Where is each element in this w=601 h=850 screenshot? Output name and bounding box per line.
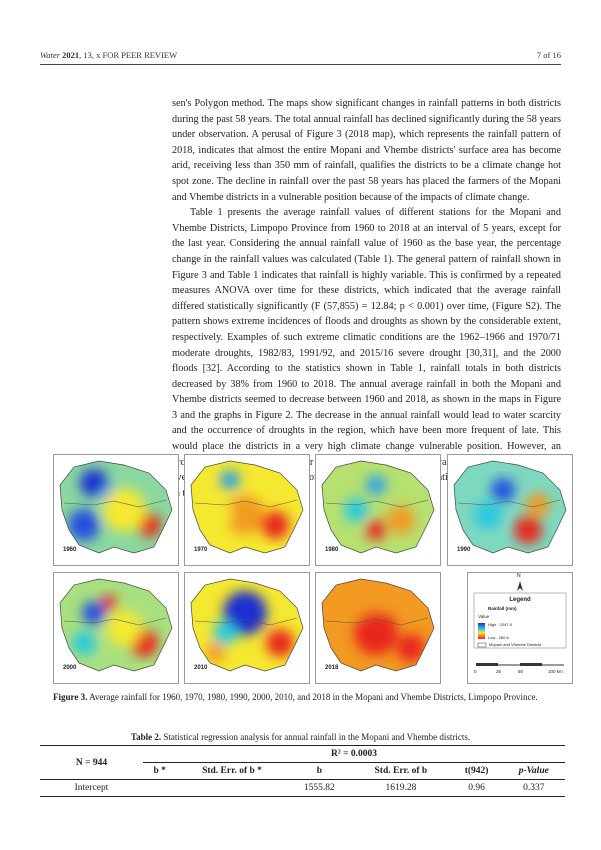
rainfall-map-2000 xyxy=(53,572,179,684)
col-b-std: b * xyxy=(143,763,176,780)
map-year-label: 1980 xyxy=(325,547,339,553)
map-year-label: 1960 xyxy=(63,547,77,553)
col-b: b xyxy=(288,763,352,780)
cell-se-b-std xyxy=(176,780,287,797)
cell-t: 0.96 xyxy=(451,780,503,797)
paragraph-1: sen's Polygon method. The maps show significant changes in rainfall patterns in both districts during the past 58 years. The total annual rainfall has declined significantly during the 58 years under observation. A perusal of Figure 3 (2018 map), which represents the rainfall pattern of 2018, indicates that almost the entire Mopani and Vhembe districts' surface area has become arid, receiving less than 350 mm of rainfall, qualifies the districts to be a climate change hot spot zone. The decline in rainfall over the past 58 years has placed the farmers of the Mopani and Vhembe districts in a vulnerable position because of the impacts of climate change. xyxy=(172,98,561,203)
legend-value-label: Value xyxy=(478,614,490,619)
page-number: 7 of 16 xyxy=(536,50,561,60)
rainfall-map-1970 xyxy=(184,454,310,566)
legend-graphic xyxy=(468,573,572,683)
col-t: t(942) xyxy=(451,763,503,780)
figure-caption-text: Average rainfall for 1960, 1970, 1980, 1990, 2000, 2010, and 2018 in the Mopani and Vhembe Districts, Limpopo Province. xyxy=(87,692,538,702)
journal-year: 2021 xyxy=(62,50,80,60)
scale-50: 50 xyxy=(518,669,524,674)
rainfall-color-ramp xyxy=(478,623,485,639)
map-year-label: 2018 xyxy=(325,665,339,671)
rainfall-map-1960 xyxy=(53,454,179,566)
regression-table xyxy=(40,745,565,797)
map-year-label: 2000 xyxy=(63,665,77,671)
map-year-label: 2010 xyxy=(194,665,208,671)
journal-name: Water xyxy=(40,50,60,60)
map-year-label: 1970 xyxy=(194,547,208,553)
cell-se-b: 1619.28 xyxy=(351,780,450,797)
rainfall-map-2010 xyxy=(184,572,310,684)
legend-low: Low : 280.6 xyxy=(488,635,509,640)
row-name: Intercept xyxy=(40,780,143,797)
journal-rest: , 13, x FOR PEER REVIEW xyxy=(79,50,178,60)
paragraph-2: Table 1 presents the average rainfall values of different stations for the Mopani and Vhembe Districts, Limpopo Province from 1960 to 2018 at an interval of 5 years, except for the last year. Considering the annual rainfall value of 1960 as the base year, the percentage change in the rainfall values was calculated (Table 1). The general pattern of rainfall shown in Figure 3 and Table 1 indicates that rainfall is highly variable. This is confirmed by a repeated measures ANOVA over time for these districts, which indicated that the average rainfall differed statistically significantly (F (57,855) = 12.84; p < 0.001) over time, (Figure S2). The pattern shows extreme incidences of floods and droughts as shown by the considerable extent, respectively. Examples of such extreme climatic conditions are the 1962–1966 and 1970/71 moderate droughts, 1982/83, 1991/92, and 2015/16 severe drought [30,31], and the 2000 floods [32]. According to the statistics shown in Table 1, rainfall totals in both districts decreased by 38% from 1960 to 2018. The annual average rainfall in both the Mopani and Vhembe districts seemed to decrease between 1960 and 2018, as shown in the maps in Figure 3 and the graphs in Figure 2. The decrease in the annual rainfall would lead to water scarcity and the occurrence of droughts in the region, which have been more frequent of late. This would place the districts in a very high climate change vulnerable position. However, an was of xyxy=(172,207,561,484)
map-year-label: 1990 xyxy=(457,547,471,553)
r2-label: R² = 0.0003 xyxy=(143,746,565,763)
legend-title: Legend xyxy=(509,597,531,603)
n-label: N = 944 xyxy=(40,746,143,780)
rainfall-map-2018 xyxy=(315,572,441,684)
table-caption-label: Table 2. xyxy=(130,732,162,742)
scale-25: 25 xyxy=(496,669,502,674)
col-se-b: Std. Err. of b xyxy=(351,763,450,780)
map-legend xyxy=(467,572,573,684)
scale-0: 0 xyxy=(474,669,477,674)
district-boundary-swatch xyxy=(478,643,486,647)
rainfall-map-1980 xyxy=(315,454,441,566)
col-p: p-Value xyxy=(503,763,565,780)
legend-subtitle: Rainfall (mm) xyxy=(488,606,517,611)
scale-100: 100 km xyxy=(548,669,563,674)
cell-b-std xyxy=(143,780,176,797)
table-row xyxy=(40,780,565,797)
cell-b: 1555.82 xyxy=(288,780,352,797)
table-caption xyxy=(0,732,601,742)
table-caption-text: Statistical regression analysis for annual rainfall in the Mopani and Vhembe districts. xyxy=(161,732,471,742)
north-label: N xyxy=(517,573,521,579)
cell-p: 0.337 xyxy=(503,780,565,797)
legend-high: High : 2047.5 xyxy=(488,622,512,627)
col-se-b-std: Std. Err. of b * xyxy=(176,763,287,780)
figure-caption-label: Figure 3. xyxy=(53,692,88,702)
north-arrow-icon xyxy=(517,581,523,591)
figure-caption xyxy=(53,691,573,703)
figure-3 xyxy=(53,454,571,684)
rainfall-map-1990 xyxy=(447,454,573,566)
legend-district: Mopani and Vhembe Districts xyxy=(489,642,542,647)
running-header xyxy=(40,50,561,65)
body-text xyxy=(172,96,561,501)
